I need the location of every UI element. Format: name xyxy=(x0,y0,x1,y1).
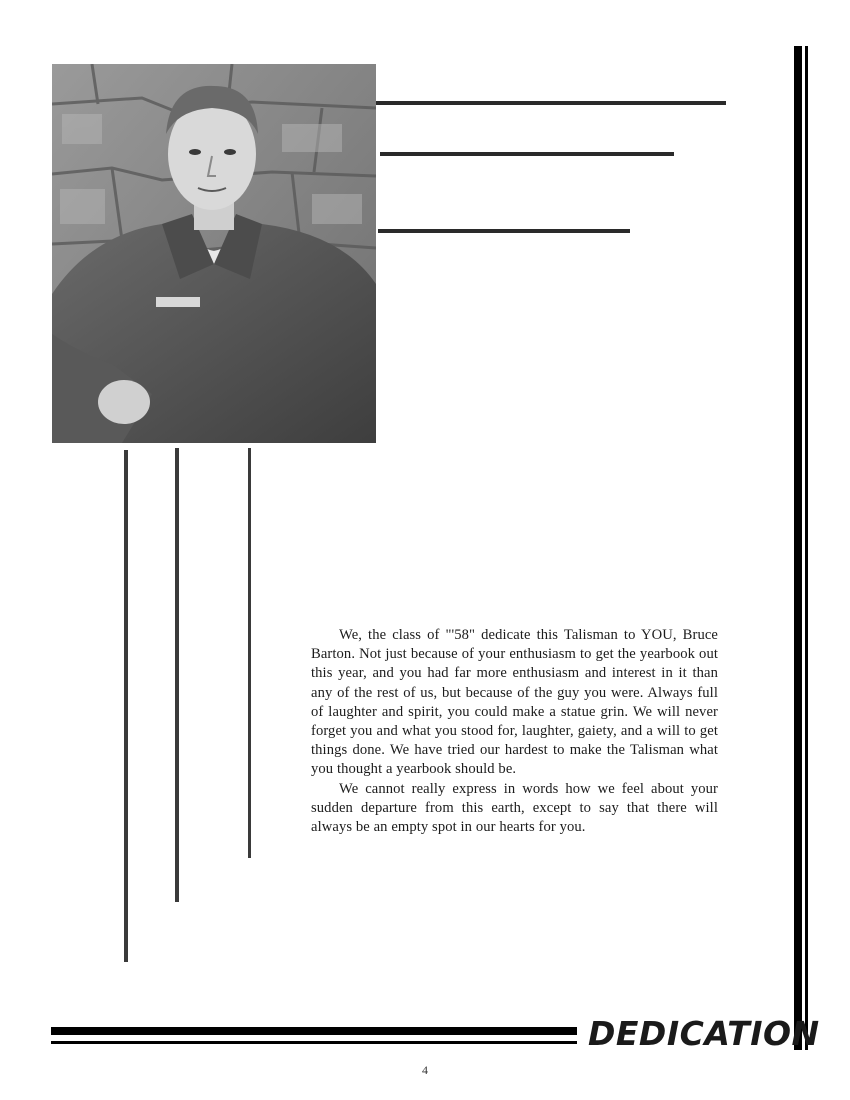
page-title: DEDICATION xyxy=(588,1014,820,1053)
bottom-bar-thin xyxy=(51,1041,577,1044)
dedication-paragraph-2: We cannot really express in words how we feel about your sudden departure from this earth, except to say that there will always be an empty spot in our hearts for you. xyxy=(311,780,718,836)
dedication-text xyxy=(311,626,718,837)
dedication-paragraph-1: We, the class of "'58" dedicate this Talisman to YOU, Bruce Barton. Not just because of your enthusiasm to get the yearbook out this year, and you had far more enthusiasm and interest in it than any of the rest of us, but because of the guy you were. Always full of laughter and spirit, you could make a statue grin. We will never forget you and what you stood for, laughter, gaiety, and a will to get things done. We have tried our hardest to make the Talisman what you thought a yearbook should be. xyxy=(311,627,718,778)
rule-top-2 xyxy=(380,152,674,156)
portrait-photo xyxy=(52,64,376,443)
rule-vertical-1 xyxy=(124,450,128,962)
portrait-illustration xyxy=(52,64,376,443)
rule-vertical-2 xyxy=(175,448,179,902)
bottom-bar-thick xyxy=(51,1027,577,1035)
right-edge-bar-thick xyxy=(794,46,802,1050)
rule-top-3 xyxy=(378,229,630,233)
rule-vertical-3 xyxy=(248,448,251,858)
right-edge-bar-thin xyxy=(805,46,808,1050)
page-number: 4 xyxy=(422,1063,428,1077)
rule-top-1 xyxy=(376,101,726,105)
